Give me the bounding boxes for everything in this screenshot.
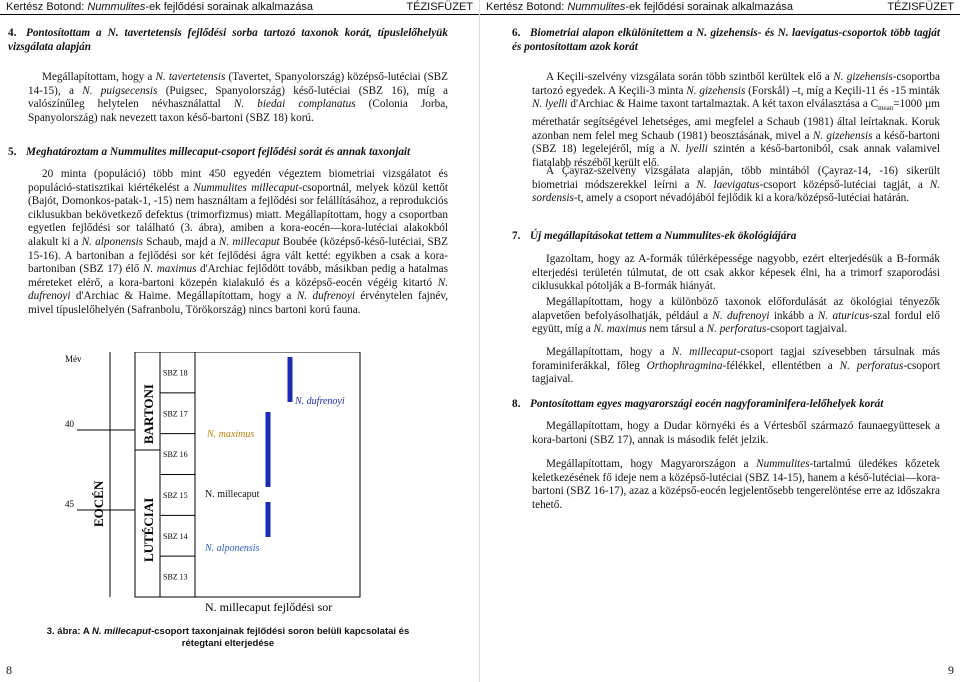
section-8-paragraph-2: Megállapítottam, hogy Magyarországon a Nummulites-tartalmú üledékes kőzetek keletkezésének fő ideje nem a középső-lutéciai (SBZ 14-15), hanem a késő-lutéciai—kora-bartoni (SBZ 16-17), azaz a középső-eocén legjelentősebb tengerelöntése erre az időszakra tehető. <box>532 458 940 511</box>
taxon-dufrenoyi: N. dufrenoyi <box>295 396 345 407</box>
taxon-maximus: N. maximus <box>207 429 255 440</box>
zone-label: SBZ 14 <box>163 531 188 541</box>
section-4-paragraph: Megállapítottam, hogy a N. tavertetensis (Tavertet, Spanyolország) középső-lutéciai (SBZ 14-15), a N. puigsecensis (Puigsec, Spanyolország) késő-lutéciai (SBZ 16), míg a valószínűleg helytelen névhasználattal N. biedai complanatus (Colonia Jorba, Spanyolország) nak nevezett taxon késő-bartoni (SBZ 18) korú. <box>28 71 449 124</box>
zone-label: SBZ 13 <box>163 572 188 582</box>
section-7-paragraph-3: Megállapítottam, hogy a N. millecaput-csoport tagjai szívesebben társulnak más foraminiferákkal, főleg Orthophragmina-félékkel, ellentétben a N. perforatus-csoport tagjaival. <box>532 346 940 386</box>
section-6-heading: 6. Biometriai alapon elkülönítettem a N. gizehensis- és N. laevigatus-csoportok több tagját és pontosítottam azok korát <box>512 27 940 53</box>
tick-40: 40 <box>65 419 74 429</box>
section-4-heading: 4. Pontosítottam a N. tavertetensis fejlődési sorba tartozó taxonok korát, típuslelőhelyük vizsgálata alapján <box>8 27 448 53</box>
section-7-paragraph-2: Megállapítottam, hogy a különböző taxonok előfordulását az ökológiai tényezők alapvetően befolyásolhatják, például a N. dufrenoyi inkább a N. aturicus-szal fordul elő együtt, míg a N. maximus nem társul a N. perforatus-csoport tagjaival. <box>532 296 940 336</box>
section-7-paragraph-1: Igazoltam, hogy az A-formák túlérképessége nagyobb, ezért elterjedésük a B-formák elterjedési területén túlmutat, de ott csak akkor képesek élni, ha a trimorf szaporodási ciklusukkal pótolják a B-formák hiányát. <box>532 253 940 293</box>
section-5-heading: 5. Meghatároztam a Nummulites millecaput-csoport fejlődési sorát és annak taxonjait <box>8 146 411 158</box>
section-8-heading: 8. Pontosítottam egyes magyarországi eocén nagyforaminifera-lelőhelyek korát <box>512 398 884 410</box>
section-8-paragraph-1: Megállapítottam, hogy a Dudar környéki és a Vértesből származó faunaegyüttesek a kora-bartoni (SBZ 17), annak is második felét jelzik. <box>532 420 940 446</box>
figure-3-chart <box>55 352 395 622</box>
taxon-millecaput: N. millecaput <box>205 489 260 500</box>
section-6-paragraph-1: A Keçili-szelvény vizsgálata során több szintből kerültek elő a N. gizehensis-csoportba tartozó egyedek. A Keçili-3 minta N. gizehensis (Forskål) –t, míg a Keçili-11 és -15 minták N. lyelli d'Archiac & Haime taxont tartalmaztak. A két taxon elválasztása a $C_{mean}=1000$ µm mérethatár segítségével lehetséges, ami megfelel a Schaub (1981) által leírtaknak. Koruk azonban nem felel meg Schaub (1981) beosztásának, mivel a N. gizehensis a késő-bartoni (SBZ 18) legelejéről, míg a N. lyelli szintén a késő-bartoniból, csak annak valamivel fiatalabb részéből került elő. <box>532 71 941 169</box>
page-number: 9 <box>948 663 954 677</box>
page-header: Kertész Botond: Nummulites-ek fejlődési sorainak alkalmazása TÉZISFÜZET <box>480 0 960 15</box>
era-label: EOCÉN <box>91 480 106 527</box>
y-axis-label: Mév <box>65 354 82 364</box>
section-7-heading: 7. Új megállapításokat tettem a Nummulites-ek ökológiájára <box>512 230 797 242</box>
section-6-paragraph-2: A Çayraz-szelvény vizsgálata alapján, több mintából (Çayraz-14, -16) sikerült biometriai módszerekkel leírni a N. laevigatus-csoport középső-lutéciai tagját, a N. sordensis-t, amely a csoport névadójából fejlődik ki a kora/középső-lutéciai határán. <box>532 165 940 205</box>
zone-label: SBZ 18 <box>163 368 188 378</box>
figure-caption: 3. ábra: A N. millecaput-csoport taxonjainak fejlődési soron belüli kapcsolatai és rétegtani elterjedése <box>46 626 410 649</box>
zone-label: SBZ 16 <box>163 450 188 460</box>
tick-45: 45 <box>65 499 74 509</box>
zone-label: SBZ 15 <box>163 490 188 500</box>
stage-bartoni: BARTONI <box>141 384 156 444</box>
page-number: 8 <box>6 663 12 677</box>
page-header: Kertész Botond: Nummulites-ek fejlődési sorainak alkalmazása TÉZISFÜZET <box>0 0 479 15</box>
section-5-paragraph: 20 minta (populáció) több mint 450 egyedén végeztem biometriai vizsgálatot és populáció-statisztikai kiértékelést a Nummulites millecaput-csoportnál, melyek közül kettőt (Bajót, Domonkos-patak-1, -15) nem használtam a fejlődési sor felállításához, a reprodukciós ciklusukban bekövetkező defektus (trimorfizmus) miatt. Megállapítottam, hogy a csoportban egyetlen fejlődési sor található (3. ábra), amiben a kora-eocén—kora-lutéciai alakokból alakult ki a N. alponensis Schaub, majd a N. millecaput Boubée (középső-késő-lutéciai, SBZ 15-16). A bartoniban a fejlődési sor két fejlődési ágra vált ketté: egyikben a csak a kora-bartoniban (SBZ 17) élő N. maximus d'Archiac fejlődött tovább, másikban pedig a hatalmas méreteket elérő, a kora-bartoni közepén kialakuló és a középső-eocén végéig kitartó N. dufrenoyi d'Archiac & Haime. Megállapítottam, hogy a N. dufrenoyi érvénytelen fajnév, mivel típuslelőhelyén (Safranbolu, Törökország) nincs bartoni korú fauna. <box>28 168 449 316</box>
zone-label: SBZ 17 <box>163 409 188 419</box>
right-page <box>480 0 960 682</box>
figure-bottom-title: N. millecaput fejlődési sor <box>205 600 333 614</box>
doc-type: TÉZISFÜZET <box>406 1 473 13</box>
stage-lutecian: LUTÉCIAI <box>141 497 156 562</box>
taxon-alponensis: N. alponensis <box>205 543 260 554</box>
doc-type: TÉZISFÜZET <box>887 1 954 13</box>
